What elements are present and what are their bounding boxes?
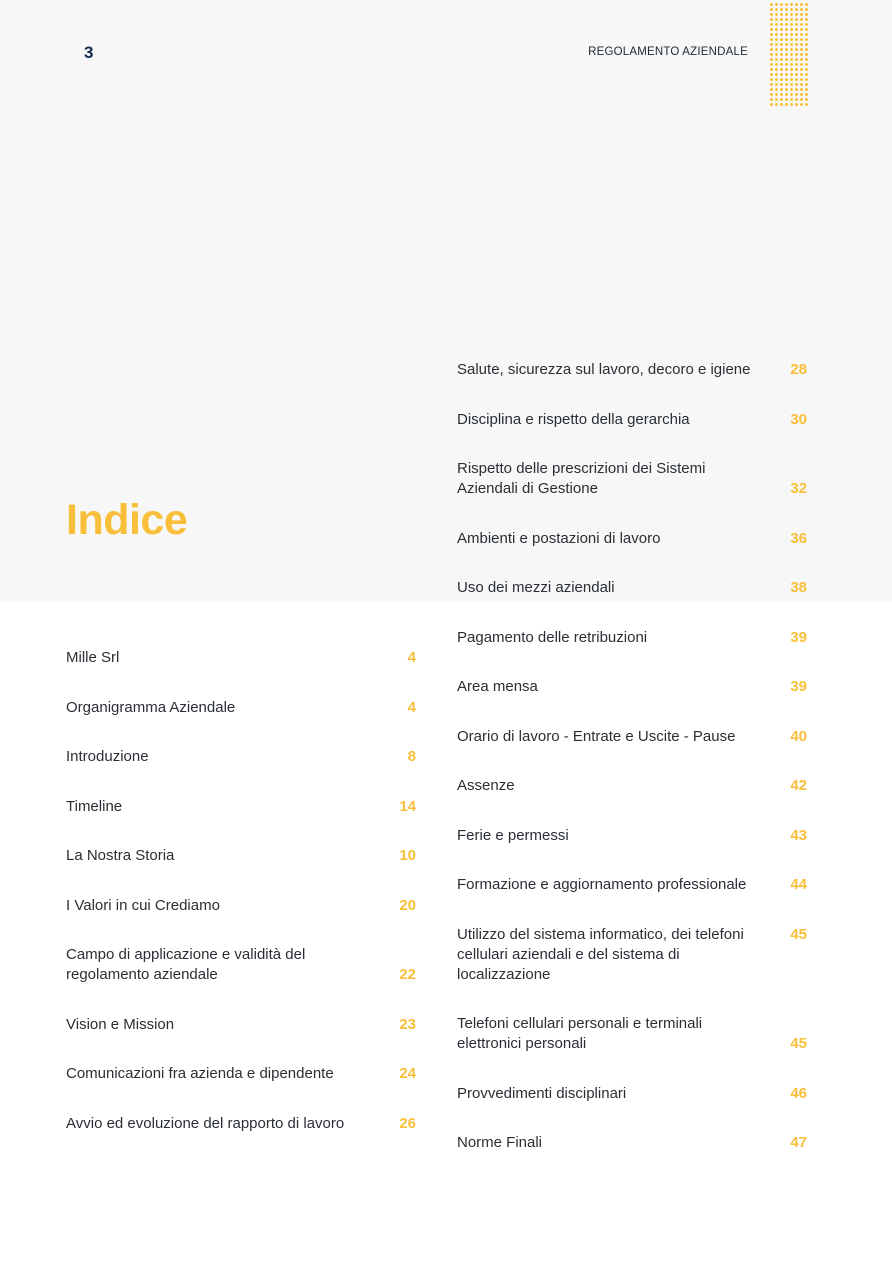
toc-entry[interactable] (457, 826, 807, 846)
toc-entry[interactable] (66, 648, 416, 668)
toc-entry-page: 40 (790, 727, 807, 745)
toc-entry-title: Pagamento delle retribuzioni (457, 628, 648, 646)
toc-entry-page: 39 (790, 628, 807, 646)
toc-entry-title: Area mensa (457, 678, 538, 695)
toc-entry-page: 22 (399, 966, 416, 983)
toc-entry[interactable] (457, 410, 807, 430)
toc-entry-title: Ferie e permessi (457, 826, 569, 844)
toc-entry[interactable] (457, 677, 807, 697)
document-title: REGOLAMENTO AZIENDALE (588, 46, 748, 58)
toc-entry-title: Salute, sicurezza sul lavoro, decoro e igiene (457, 361, 751, 378)
toc-entry-page: 8 (407, 748, 416, 765)
dot-pattern-decoration (769, 2, 809, 107)
toc-right-column (457, 360, 807, 1183)
toc-entry-page: 42 (790, 777, 807, 794)
toc-entry-page: 24 (399, 1065, 416, 1082)
toc-entry-title: Timeline (66, 797, 123, 815)
toc-entry-page: 44 (790, 876, 807, 893)
toc-entry[interactable] (66, 1064, 416, 1084)
toc-entry[interactable] (66, 698, 416, 718)
toc-entry-title: Telefoni cellulari personali e terminali elettronici personali (457, 1015, 703, 1052)
toc-entry[interactable] (66, 1114, 416, 1134)
toc-entry-page: 23 (399, 1015, 416, 1033)
toc-entry-page: 20 (399, 896, 416, 914)
toc-entry-page: 10 (399, 847, 416, 864)
toc-entry-title: Vision e Mission (66, 1015, 175, 1033)
toc-entry-title: La Nostra Storia (66, 847, 175, 864)
toc-entry-title: Disciplina e rispetto della gerarchia (457, 410, 690, 428)
toc-entry-title: Formazione e aggiornamento professionale (457, 876, 747, 893)
toc-entry[interactable] (457, 875, 807, 895)
toc-entry-page: 45 (790, 1035, 807, 1052)
toc-left-column (66, 648, 416, 1163)
toc-entry[interactable] (457, 529, 807, 549)
toc-entry-title: Assenze (457, 777, 515, 794)
toc-entry-title: Utilizzo del sistema informatico, dei telefoni cellulari aziendali e del sistema di localizzazione (457, 925, 744, 983)
toc-entry-title: Orario di lavoro - Entrate e Uscite - Pause (457, 727, 736, 745)
toc-entry[interactable] (457, 459, 807, 499)
toc-entry[interactable] (457, 360, 807, 380)
toc-entry-title: Provvedimenti disciplinari (457, 1084, 627, 1102)
toc-entry-title: Organigramma Aziendale (66, 698, 236, 716)
toc-entry-title: Introduzione (66, 748, 149, 765)
index-heading: Indice (66, 496, 188, 544)
toc-entry-page: 26 (399, 1114, 416, 1132)
toc-entry-title: Uso dei mezzi aziendali (457, 579, 615, 596)
toc-entry-page: 4 (407, 698, 416, 716)
toc-entry-page: 39 (790, 678, 807, 695)
toc-entry-page: 36 (790, 529, 807, 547)
toc-entry-title: Rispetto delle prescrizioni dei Sistemi Aziendali di Gestione (457, 460, 706, 497)
toc-entry-page: 46 (790, 1084, 807, 1102)
toc-entry-page: 38 (790, 579, 807, 596)
toc-entry-page: 28 (790, 361, 807, 378)
toc-entry-title: Campo di applicazione e validità del regolamento aziendale (66, 946, 306, 983)
toc-entry-page: 32 (790, 480, 807, 497)
toc-entry-page: 47 (790, 1134, 807, 1151)
toc-entry-page: 43 (790, 826, 807, 844)
toc-entry[interactable] (66, 846, 416, 866)
toc-entry-page: 30 (790, 410, 807, 428)
toc-entry[interactable] (457, 1084, 807, 1104)
toc-entry-page: 45 (790, 925, 807, 943)
toc-entry[interactable] (457, 578, 807, 598)
toc-entry-page: 4 (407, 649, 416, 666)
toc-entry[interactable] (457, 727, 807, 747)
toc-entry[interactable] (66, 797, 416, 817)
toc-entry[interactable] (457, 1133, 807, 1153)
toc-entry[interactable] (66, 747, 416, 767)
toc-entry-title: Avvio ed evoluzione del rapporto di lavoro (66, 1114, 345, 1132)
page-number: 3 (84, 43, 94, 62)
toc-entry-title: Norme Finali (457, 1134, 543, 1151)
toc-entry-title: Comunicazioni fra azienda e dipendente (66, 1065, 334, 1082)
toc-entry[interactable] (457, 628, 807, 648)
toc-entry-title: I Valori in cui Crediamo (66, 896, 220, 914)
toc-entry[interactable] (457, 925, 807, 985)
toc-entry-title: Mille Srl (66, 649, 120, 666)
toc-entry[interactable] (457, 1014, 807, 1054)
toc-entry[interactable] (66, 896, 416, 916)
toc-entry[interactable] (66, 945, 416, 985)
toc-entry-page: 14 (399, 797, 416, 815)
toc-entry[interactable] (66, 1015, 416, 1035)
toc-entry-title: Ambienti e postazioni di lavoro (457, 529, 661, 547)
toc-entry[interactable] (457, 776, 807, 796)
